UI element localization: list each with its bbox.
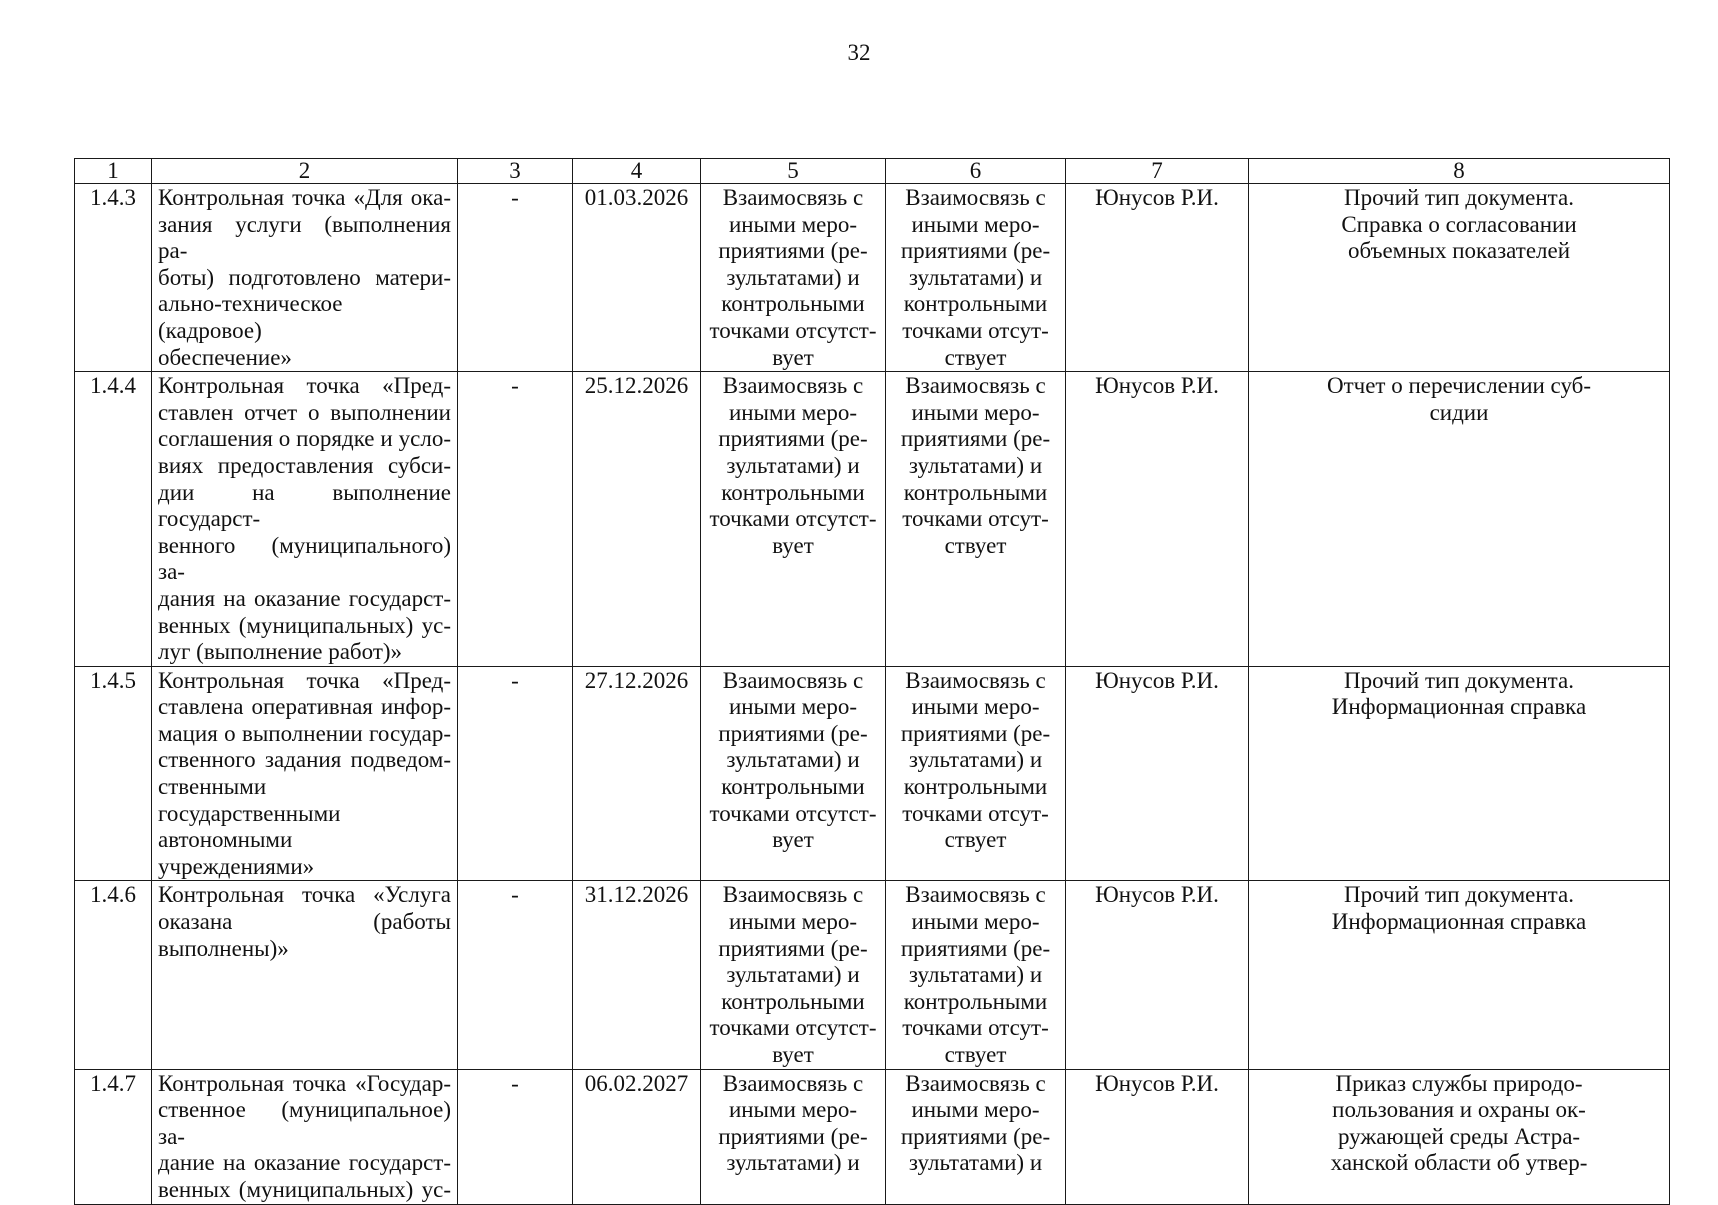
cell-line: ственными государственными [158, 774, 341, 826]
cell-line: Контрольная точка «Для ока- [158, 185, 451, 210]
due-date: 01.03.2026 [573, 184, 701, 372]
cell-line: обеспечение» [158, 344, 292, 370]
column-header: 7 [1066, 159, 1249, 184]
cell-line: иными меро- [911, 399, 1040, 425]
table-row [75, 372, 1670, 667]
cell-line: приятиями (ре- [900, 1123, 1051, 1149]
cell-line: венных (муниципальных) ус- [158, 612, 451, 638]
cell-line: точками отсут- [902, 1015, 1049, 1041]
cell-line: приятиями (ре- [900, 720, 1051, 746]
column-3-value: - [458, 666, 573, 881]
cell-line: ально-техническое (кадровое) [158, 291, 343, 343]
successor-relation [886, 372, 1066, 667]
predecessor-relation [701, 1069, 886, 1204]
column-3-value: - [458, 1069, 573, 1204]
cell-line: ставлен отчет о выполнении [158, 399, 451, 425]
cell-line: приятиями (ре- [718, 426, 868, 452]
cell-line: иными меро- [911, 694, 1040, 720]
cell-line: ствует [944, 827, 1007, 853]
cell-line: зультатами) и [908, 747, 1043, 773]
cell-line: контрольными [903, 291, 1048, 317]
confirming-document [1249, 1069, 1670, 1204]
cell-line: ствует [944, 532, 1007, 558]
cell-line: приятиями (ре- [900, 238, 1051, 264]
cell-line: точками отсут- [902, 317, 1049, 343]
cell-line: Взаимосвязь с [905, 882, 1046, 908]
due-date: 25.12.2026 [573, 372, 701, 667]
cell-line: венных (муниципальных) ус- [158, 1176, 451, 1202]
cell-line: дии на выполнение государст- [158, 479, 451, 532]
cell-line: Взаимосвязь с [905, 1070, 1046, 1096]
cell-line: ханской области об утвер- [1330, 1150, 1588, 1176]
cell-line: мация о выполнении государ- [158, 720, 451, 746]
control-point-description [152, 1069, 458, 1204]
table-row [75, 184, 1670, 372]
cell-line: зультатами) и [726, 747, 860, 773]
cell-line: вует [772, 532, 814, 558]
cell-line: точками отсут- [902, 506, 1049, 532]
cell-line: вует [772, 1042, 814, 1067]
column-header: 8 [1249, 159, 1670, 184]
item-number: 1.4.3 [75, 184, 152, 372]
cell-line: иными меро- [911, 1097, 1040, 1123]
responsible-person: Юнусов Р.И. [1066, 881, 1249, 1069]
cell-line: Взаимосвязь с [905, 373, 1046, 399]
cell-line: точками отсутст- [709, 800, 877, 826]
cell-line: контрольными [903, 988, 1048, 1014]
cell-line: Справка о согласовании [1341, 211, 1577, 237]
due-date: 31.12.2026 [573, 881, 701, 1069]
confirming-document [1249, 666, 1670, 881]
cell-line: иными меро- [911, 909, 1040, 935]
cell-line: контрольными [903, 479, 1048, 505]
item-number: 1.4.7 [75, 1069, 152, 1204]
item-number: 1.4.5 [75, 666, 152, 881]
table-row [75, 666, 1670, 881]
cell-line: Прочий тип документа. [1344, 667, 1574, 693]
cell-line: Контрольная точка «Услуга [158, 882, 451, 908]
cell-line: контрольными [721, 291, 865, 317]
cell-line: иными меро- [728, 694, 858, 720]
cell-line: ставлена оперативная инфор- [158, 694, 451, 720]
cell-line: сидии [1429, 399, 1489, 425]
page-number: 32 [847, 40, 871, 65]
cell-line: Информационная справка [1331, 694, 1587, 720]
cell-line: виях предоставления субси- [158, 452, 451, 478]
cell-line: Прочий тип документа. [1344, 185, 1574, 210]
cell-line: иными меро- [728, 909, 858, 935]
predecessor-relation [701, 881, 886, 1069]
control-point-description [152, 881, 458, 1069]
control-point-description [152, 372, 458, 667]
cell-line: зультатами) и [908, 962, 1043, 988]
cell-line: точками отсутст- [709, 317, 877, 343]
cell-line: контрольными [721, 988, 865, 1014]
cell-line: зультатами) и [726, 1150, 860, 1176]
cell-line: пользования и охраны ок- [1332, 1097, 1586, 1123]
responsible-person: Юнусов Р.И. [1066, 372, 1249, 667]
cell-line: контрольными [721, 479, 865, 505]
control-points-table [74, 158, 1670, 1205]
cell-line: Приказ службы природо- [1335, 1070, 1583, 1096]
cell-line: оказана (работы выполнены)» [158, 909, 451, 961]
cell-line: Контрольная точка «Государ- [158, 1070, 451, 1096]
table-row [75, 881, 1670, 1069]
cell-line: приятиями (ре- [718, 935, 868, 961]
column-3-value: - [458, 881, 573, 1069]
cell-line: зания услуги (выполнения ра- [158, 211, 451, 264]
cell-line: соглашения о порядке и усло- [158, 426, 451, 452]
column-3-value: - [458, 372, 573, 667]
predecessor-relation [701, 372, 886, 667]
predecessor-relation [701, 666, 886, 881]
cell-line: зультатами) и [726, 962, 860, 988]
cell-line: Контрольная точка «Пред- [158, 373, 451, 399]
cell-line: зультатами) и [908, 1150, 1043, 1176]
due-date: 27.12.2026 [573, 666, 701, 881]
cell-line: автономными учреждениями» [158, 827, 315, 879]
column-header: 2 [152, 159, 458, 184]
cell-line: зультатами) и [908, 264, 1043, 290]
responsible-person: Юнусов Р.И. [1066, 184, 1249, 372]
cell-line: Информационная справка [1331, 909, 1587, 935]
cell-line: вует [772, 827, 814, 853]
cell-line: венного (муниципального) за- [158, 532, 451, 585]
column-3-value: - [458, 184, 573, 372]
cell-line: Взаимосвязь с [722, 185, 864, 210]
successor-relation [886, 184, 1066, 372]
cell-line: объемных показателей [1347, 238, 1571, 264]
cell-line: Взаимосвязь с [722, 373, 864, 399]
confirming-document [1249, 372, 1670, 667]
cell-line: ружающей среды Астра- [1337, 1123, 1581, 1149]
cell-line: луг (выполнение работ)» [158, 639, 403, 665]
cell-line: Взаимосвязь с [722, 882, 864, 908]
cell-line: ствует [944, 344, 1007, 370]
column-header: 6 [886, 159, 1066, 184]
control-point-description [152, 184, 458, 372]
cell-line: Взаимосвязь с [905, 667, 1046, 693]
column-header: 3 [458, 159, 573, 184]
cell-line: зультатами) и [908, 452, 1043, 478]
cell-line: Взаимосвязь с [722, 667, 864, 693]
cell-line: приятиями (ре- [900, 426, 1051, 452]
responsible-person: Юнусов Р.И. [1066, 1069, 1249, 1204]
cell-line: Отчет о перечислении суб- [1326, 373, 1592, 399]
item-number: 1.4.4 [75, 372, 152, 667]
item-number: 1.4.6 [75, 881, 152, 1069]
cell-line: ственное (муниципальное) за- [158, 1097, 451, 1149]
cell-line: иными меро- [911, 211, 1040, 237]
column-header: 5 [701, 159, 886, 184]
cell-line: зультатами) и [726, 452, 860, 478]
cell-line: ственного задания подведом- [158, 747, 451, 773]
cell-line: вует [772, 344, 814, 370]
cell-line: ствует [944, 1042, 1007, 1067]
cell-line: приятиями (ре- [718, 720, 868, 746]
cell-line: контрольными [721, 774, 865, 800]
column-number-row [75, 159, 1670, 184]
cell-line: иными меро- [728, 211, 858, 237]
cell-line: приятиями (ре- [718, 1123, 868, 1149]
cell-line: приятиями (ре- [900, 935, 1051, 961]
cell-line: иными меро- [728, 399, 858, 425]
cell-line: точками отсут- [902, 800, 1049, 826]
cell-line: иными меро- [728, 1097, 858, 1123]
cell-line: дания на оказание государст- [158, 585, 451, 611]
confirming-document [1249, 184, 1670, 372]
cell-line: Контрольная точка «Пред- [158, 667, 451, 693]
predecessor-relation [701, 184, 886, 372]
cell-line: точками отсутст- [709, 506, 877, 532]
column-header: 1 [75, 159, 152, 184]
cell-line: Прочий тип документа. [1344, 882, 1574, 908]
successor-relation [886, 1069, 1066, 1204]
cell-line: контрольными [903, 774, 1048, 800]
confirming-document [1249, 881, 1670, 1069]
cell-line: дание на оказание государст- [158, 1150, 451, 1176]
due-date: 06.02.2027 [573, 1069, 701, 1204]
cell-line: зультатами) и [726, 264, 860, 290]
control-point-description [152, 666, 458, 881]
cell-line: боты) подготовлено матери- [158, 264, 451, 290]
cell-line: Взаимосвязь с [722, 1070, 864, 1096]
cell-line: приятиями (ре- [718, 238, 868, 264]
successor-relation [886, 881, 1066, 1069]
table-row [75, 1069, 1670, 1204]
cell-line: Взаимосвязь с [905, 185, 1046, 210]
column-header: 4 [573, 159, 701, 184]
cell-line: точками отсутст- [709, 1015, 877, 1041]
responsible-person: Юнусов Р.И. [1066, 666, 1249, 881]
successor-relation [886, 666, 1066, 881]
